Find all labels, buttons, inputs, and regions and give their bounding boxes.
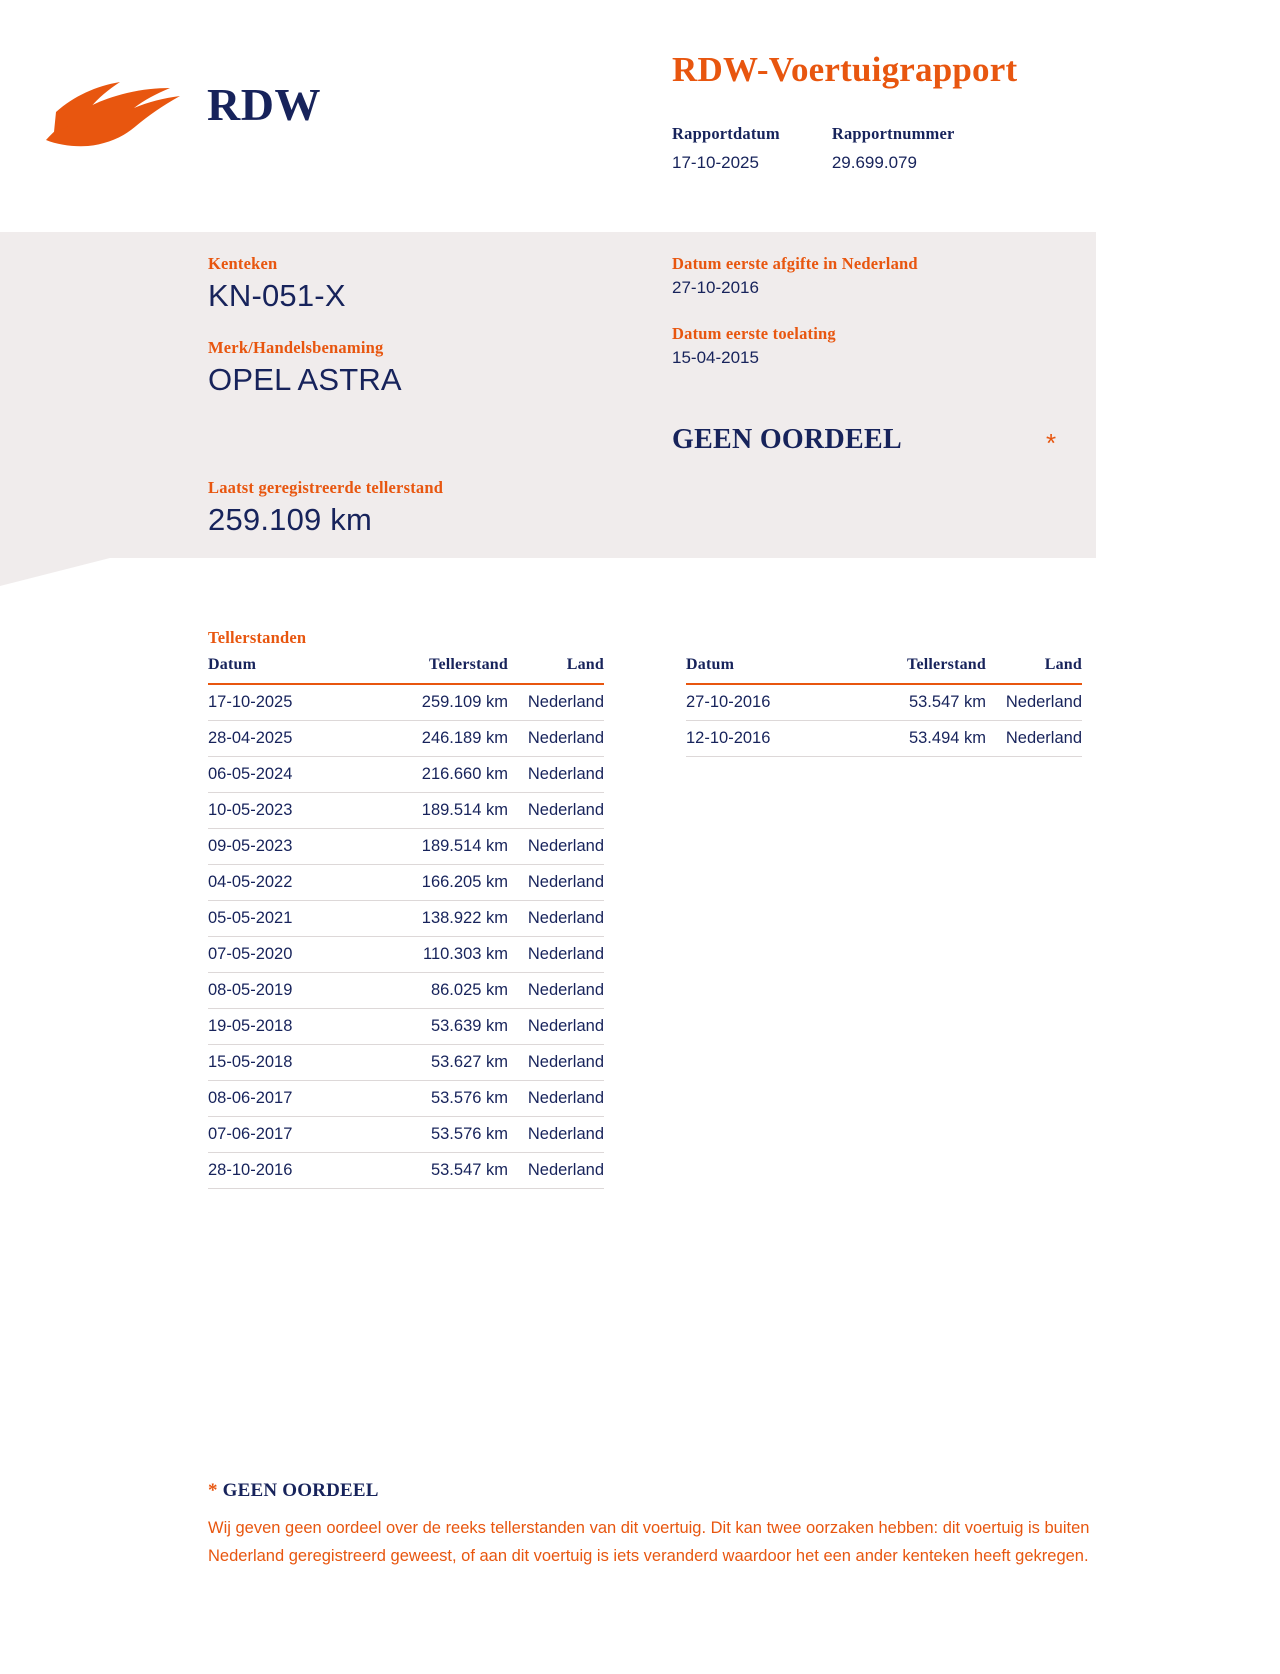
col-date: Datum: [208, 656, 358, 684]
table-row: [208, 1153, 604, 1189]
col-country: Land: [986, 656, 1082, 684]
odometer-label: Laatst geregistreerde tellerstand: [208, 478, 444, 497]
footnote-star: *: [208, 1480, 218, 1501]
first-admission-value: 15-04-2015: [672, 348, 759, 367]
report-date-block: [672, 124, 780, 173]
first-admission-label: Datum eerste toelating: [672, 324, 836, 343]
table-row: [208, 684, 604, 721]
cell-odometer: 53.627 km: [358, 1045, 508, 1081]
footnote-title-text: GEEN OORDEEL: [222, 1480, 379, 1501]
report-meta: [672, 124, 955, 173]
licence-value: KN-051-X: [208, 278, 346, 313]
cell-country: Nederland: [508, 1045, 604, 1081]
col-odometer: Tellerstand: [358, 656, 508, 684]
report-header: [0, 0, 1280, 232]
table-row: [208, 757, 604, 793]
cell-odometer: 53.576 km: [358, 1081, 508, 1117]
cell-country: Nederland: [508, 1117, 604, 1153]
cell-odometer: 86.025 km: [358, 973, 508, 1009]
table-row: [208, 1081, 604, 1117]
cell-country: Nederland: [508, 684, 604, 721]
cell-odometer: 53.494 km: [836, 721, 986, 757]
col-date: Datum: [686, 656, 836, 684]
cell-country: Nederland: [508, 1009, 604, 1045]
table-row: [208, 829, 604, 865]
report-number-block: [832, 124, 955, 173]
cell-date: 04-05-2022: [208, 865, 358, 901]
cell-country: Nederland: [508, 721, 604, 757]
report-number-value: 29.699.079: [831, 153, 917, 172]
cell-date: 28-04-2025: [208, 721, 358, 757]
verdict-badge: GEEN OORDEEL: [672, 424, 902, 455]
table-row: [208, 1117, 604, 1153]
cell-odometer: 138.922 km: [358, 901, 508, 937]
cell-odometer: 53.547 km: [358, 1153, 508, 1189]
footnote-title: [208, 1480, 1098, 1502]
cell-odometer: 53.547 km: [836, 684, 986, 721]
odometer-tables-title: Tellerstanden: [208, 628, 307, 647]
licence-label: Kenteken: [208, 254, 278, 273]
first-issue-nl-value: 27-10-2016: [672, 278, 759, 297]
cell-odometer: 53.639 km: [358, 1009, 508, 1045]
table-row: [208, 973, 604, 1009]
cell-country: Nederland: [986, 721, 1082, 757]
odometer-table-left: [208, 656, 604, 1189]
cell-date: 05-05-2021: [208, 901, 358, 937]
footnote: [208, 1480, 1098, 1571]
report-date-value: 17-10-2025: [672, 153, 759, 172]
cell-country: Nederland: [508, 973, 604, 1009]
cell-country: Nederland: [508, 829, 604, 865]
odometer-right-body: [686, 684, 1082, 757]
table-row: [686, 721, 1082, 757]
table-row: [208, 1009, 604, 1045]
cell-date: 10-05-2023: [208, 793, 358, 829]
cell-date: 17-10-2025: [208, 684, 358, 721]
cell-odometer: 216.660 km: [358, 757, 508, 793]
rdw-swoosh-icon: [44, 68, 184, 148]
report-number-label: Rapportnummer: [831, 124, 955, 143]
col-country: Land: [508, 656, 604, 684]
page-title: RDW-Voertuigrapport: [672, 50, 1018, 89]
footnote-body: Wij geven geen oordeel over de reeks tellerstanden van dit voertuig. Dit kan twee oorzaken hebben: dit voertuig is buiten Nederland geregistreerd geweest, of aan dit voertuig is iets veranderd waardoor het een ander kenteken heeft gekregen.: [208, 1519, 1090, 1566]
cell-odometer: 246.189 km: [358, 721, 508, 757]
cell-country: Nederland: [508, 1153, 604, 1189]
verdict-footnote-marker: *: [1046, 428, 1057, 458]
brand-label: Merk/Handelsbenaming: [208, 338, 384, 357]
cell-date: 19-05-2018: [208, 1009, 358, 1045]
table-row: [208, 1045, 604, 1081]
cell-odometer: 189.514 km: [358, 793, 508, 829]
cell-date: 27-10-2016: [686, 684, 836, 721]
table-header-row: [208, 656, 604, 684]
cell-date: 07-05-2020: [208, 937, 358, 973]
odometer-value: 259.109 km: [208, 502, 372, 537]
cell-country: Nederland: [508, 901, 604, 937]
vehicle-dates-block: [672, 254, 918, 394]
cell-country: Nederland: [508, 937, 604, 973]
cell-date: 06-05-2024: [208, 757, 358, 793]
col-odometer: Tellerstand: [836, 656, 986, 684]
table-row: [208, 793, 604, 829]
table-row: [686, 684, 1082, 721]
cell-date: 15-05-2018: [208, 1045, 358, 1081]
cell-date: 28-10-2016: [208, 1153, 358, 1189]
cell-odometer: 110.303 km: [358, 937, 508, 973]
table-row: [208, 865, 604, 901]
cell-country: Nederland: [508, 757, 604, 793]
table-header-row: [686, 656, 1082, 684]
cell-date: 12-10-2016: [686, 721, 836, 757]
odometer-left-body: [208, 684, 604, 1189]
cell-odometer: 259.109 km: [358, 684, 508, 721]
odometer-table-right: [686, 656, 1082, 757]
report-date-label: Rapportdatum: [672, 124, 780, 143]
panel-corner-shape: [0, 558, 110, 586]
first-issue-nl-label: Datum eerste afgifte in Nederland: [672, 254, 918, 273]
cell-date: 07-06-2017: [208, 1117, 358, 1153]
cell-odometer: 166.205 km: [358, 865, 508, 901]
table-row: [208, 901, 604, 937]
cell-date: 08-06-2017: [208, 1081, 358, 1117]
cell-odometer: 189.514 km: [358, 829, 508, 865]
rdw-logo-text: RDW: [207, 79, 321, 130]
cell-country: Nederland: [986, 684, 1082, 721]
table-row: [208, 721, 604, 757]
vehicle-summary-panel: [0, 232, 1096, 558]
cell-date: 08-05-2019: [208, 973, 358, 1009]
table-row: [208, 937, 604, 973]
rdw-logo: [44, 40, 374, 160]
cell-country: Nederland: [508, 793, 604, 829]
cell-country: Nederland: [508, 1081, 604, 1117]
last-odometer-block: [208, 478, 443, 562]
cell-date: 09-05-2023: [208, 829, 358, 865]
cell-odometer: 53.576 km: [358, 1117, 508, 1153]
vehicle-identity-block: [208, 254, 402, 422]
brand-value: OPEL ASTRA: [208, 362, 402, 397]
cell-country: Nederland: [508, 865, 604, 901]
